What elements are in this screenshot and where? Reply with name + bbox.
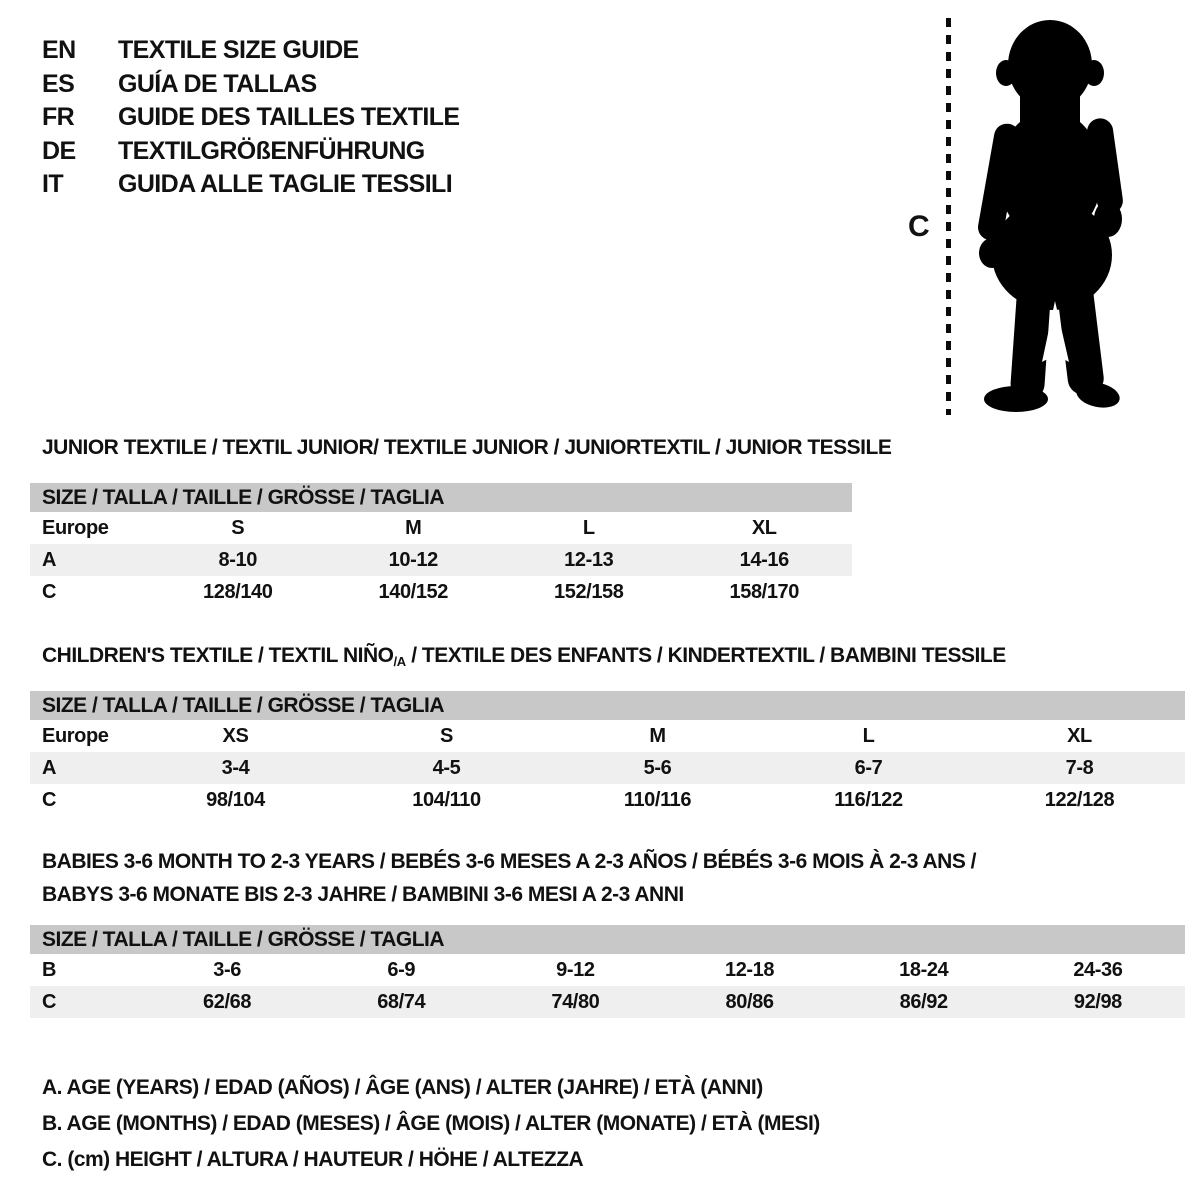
table-cell: S [231,516,245,539]
table-cell: L [862,724,875,747]
children-title-subscript: /A [393,654,406,669]
table-cell: 80/86 [725,990,774,1013]
language-code: DE [42,136,76,165]
table-cell: 10-12 [388,548,438,571]
table-row [30,986,1185,1018]
language-title: TEXTILGRÖßENFÜHRUNG [118,136,425,165]
language-code: IT [42,170,64,198]
row-label: A [42,756,57,779]
row-label: C [42,990,57,1013]
table-row [30,576,852,608]
children-title-main: CHILDREN'S TEXTILE / TEXTIL NIÑO [42,644,394,667]
table-cell: 116/122 [834,788,903,811]
babies-size-table [30,925,1185,1018]
table-cell: 3-6 [213,958,241,981]
language-code: FR [42,103,75,131]
table-cell: XL [1067,724,1092,747]
table-cell: 98/104 [206,788,265,811]
language-title: TEXTILE SIZE GUIDE [118,36,359,64]
table-cell: 92/98 [1073,990,1122,1013]
height-measure-dashed-line [946,18,951,415]
table-cell: 158/170 [729,580,799,603]
table-cell: 4-5 [432,756,461,779]
table-cell: L [582,516,595,539]
table-cell: 62/68 [203,990,252,1013]
table-cell: 68/74 [377,990,426,1013]
babies-section-title-line2: BABYS 3-6 MONATE BIS 2-3 JAHRE / BAMBINI 3-6 MESI A 2-3 ANNI [42,883,684,906]
row-label: C [42,580,57,603]
junior-size-table [30,483,852,608]
table-cell: M [405,516,422,539]
row-label: A [42,548,57,571]
size-header-band: SIZE / TALLA / TAILLE / GRÖSSE / TAGLIA [30,691,1185,720]
table-cell: 12-18 [724,958,775,981]
table-cell: 24-36 [1073,958,1123,981]
legend-line-b: B. AGE (MONTHS) / EDAD (MESES) / ÂGE (MOIS) / ALTER (MONATE) / ETÀ (MESI) [42,1112,820,1135]
footnote-legend [42,1070,820,1178]
table-row [30,544,852,576]
table-cell: 14-16 [739,548,789,571]
babies-section-title-line1: BABIES 3-6 MONTH TO 2-3 YEARS / BEBÉS 3-6 MESES A 2-3 AÑOS / BÉBÉS 3-6 MOIS À 2-3 ANS / [42,850,977,873]
table-cell: 74/80 [551,990,600,1013]
row-label: B [42,958,57,981]
table-cell: 104/110 [412,788,481,811]
language-title: GUIDE DES TAILLES TEXTILE [118,103,460,131]
language-row-de [42,135,460,169]
language-title-list [42,34,460,202]
legend-line-c: C. (cm) HEIGHT / ALTURA / HAUTEUR / HÖHE / ALTEZZA [42,1148,584,1171]
row-label: Europe [42,516,109,539]
table-cell: S [440,724,453,747]
table-cell: 6-7 [854,756,883,779]
table-cell: 12-13 [564,548,614,571]
baby-silhouette-icon [958,14,1148,416]
legend-line-a: A. AGE (YEARS) / EDAD (AÑOS) / ÂGE (ANS) / ALTER (JAHRE) / ETÀ (ANNI) [42,1076,763,1099]
table-cell: 140/152 [378,580,448,603]
table-row [30,784,1185,816]
language-row-fr [42,101,460,135]
table-row [30,512,852,544]
children-title-rest: / TEXTILE DES ENFANTS / KINDERTEXTIL / BAMBINI TESSILE [405,644,1006,667]
table-cell: 122/128 [1044,788,1115,811]
table-cell: 8-10 [218,548,257,571]
table-cell: 9-12 [556,958,595,981]
language-title: GUÍA DE TALLAS [118,69,317,98]
table-cell: XL [751,516,777,539]
table-row [30,954,1185,986]
table-cell: 152/158 [554,580,624,603]
language-code: ES [42,69,75,98]
language-row-en [42,34,460,68]
table-cell: 110/116 [623,788,692,811]
table-row [30,752,1185,784]
height-measure-label: C [908,210,930,243]
children-size-table [30,691,1185,816]
table-cell: 18-24 [899,958,949,981]
table-cell: XS [222,724,249,747]
language-row-es [42,68,460,102]
size-header-band: SIZE / TALLA / TAILLE / GRÖSSE / TAGLIA [30,483,852,512]
language-row-it [42,168,460,202]
row-label: C [42,788,57,811]
row-label: Europe [42,724,109,747]
table-cell: 7-8 [1065,756,1094,779]
junior-section-title: JUNIOR TEXTILE / TEXTIL JUNIOR/ TEXTILE JUNIOR / JUNIORTEXTIL / JUNIOR TESSILE [42,436,892,459]
table-cell: 6-9 [387,958,416,981]
table-cell: 86/92 [899,990,948,1013]
table-cell: 128/140 [203,580,273,603]
children-section-title [42,644,1006,668]
table-cell: 3-4 [221,756,250,779]
size-header-band: SIZE / TALLA / TAILLE / GRÖSSE / TAGLIA [30,925,1185,954]
language-code: EN [42,36,76,64]
language-title: GUIDA ALLE TAGLIE TESSILI [118,170,453,198]
table-row [30,720,1185,752]
table-cell: M [649,724,666,747]
table-cell: 5-6 [643,756,672,779]
